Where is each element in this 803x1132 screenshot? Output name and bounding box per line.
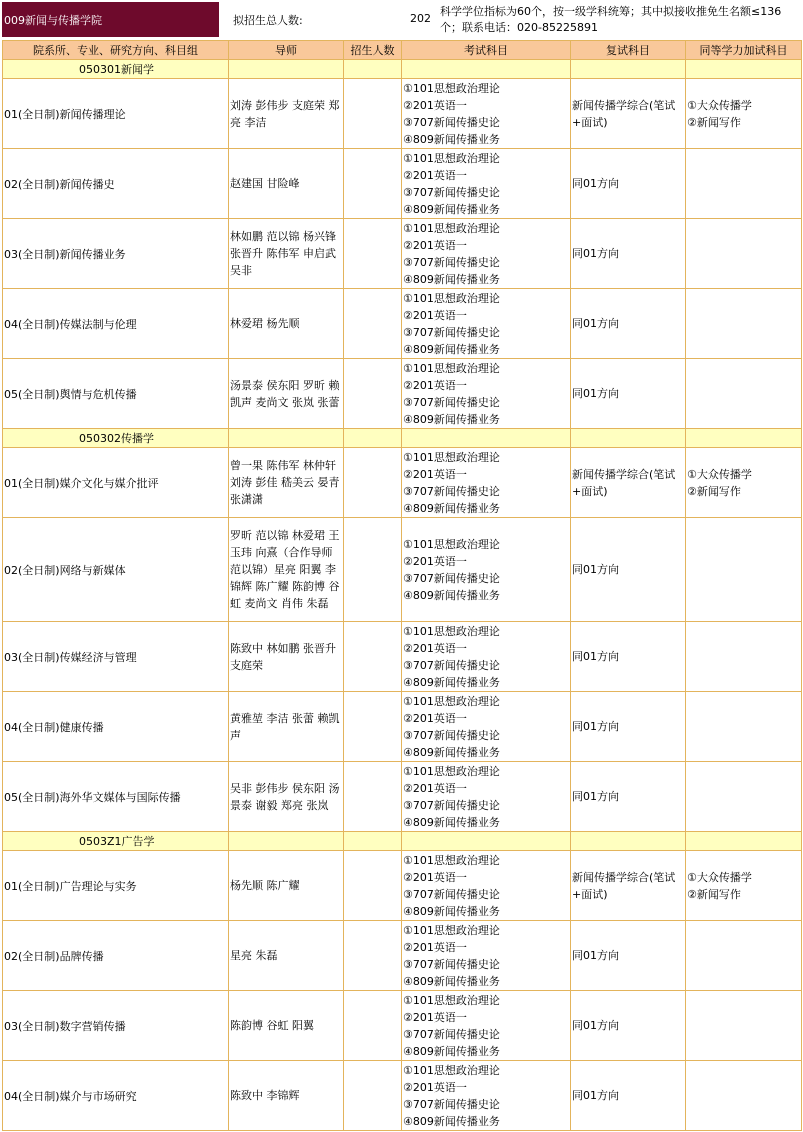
exam-subjects [402, 762, 571, 832]
exam-subject: ②201英语一 [403, 781, 467, 795]
exam-subject: ④809新闻传播业务 [403, 675, 500, 689]
exam-subject: ①101思想政治理论 [403, 853, 500, 867]
exam-subjects [402, 622, 571, 692]
extra-subjects [686, 149, 802, 219]
exam-subject: ①101思想政治理论 [403, 291, 500, 305]
research-direction: 05(全日制)海外华文媒体与国际传播 [3, 762, 229, 832]
major-name: 0503Z1广告学 [3, 832, 229, 851]
retest-subjects: 新闻传播学综合(笔试+面试) [571, 448, 686, 518]
exam-subject: ④809新闻传播业务 [403, 588, 500, 602]
major-blank-cell [229, 60, 344, 79]
major-blank-cell [571, 60, 686, 79]
table-row [3, 692, 802, 762]
exam-subject: ②201英语一 [403, 467, 467, 481]
exam-subject: ③707新闻传播史论 [403, 957, 500, 971]
exam-subject: ①101思想政治理论 [403, 923, 500, 937]
exam-subject: ④809新闻传播业务 [403, 1044, 500, 1058]
exam-subject: ④809新闻传播业务 [403, 501, 500, 515]
retest-subjects: 同01方向 [571, 1061, 686, 1131]
exam-subject: ③707新闻传播史论 [403, 395, 500, 409]
retest-subjects: 同01方向 [571, 991, 686, 1061]
exam-subjects [402, 692, 571, 762]
enrollment-count [344, 692, 402, 762]
major-row [3, 60, 802, 79]
exam-subject: ②201英语一 [403, 308, 467, 322]
retest-subjects: 同01方向 [571, 289, 686, 359]
major-blank-cell [686, 429, 802, 448]
exam-subject: ①101思想政治理论 [403, 361, 500, 375]
retest-subjects: 同01方向 [571, 622, 686, 692]
major-blank-cell [402, 429, 571, 448]
major-blank-cell [686, 832, 802, 851]
supervisors: 杨先顺 陈广耀 [229, 851, 344, 921]
exam-subject: ②201英语一 [403, 238, 467, 252]
exam-subject: ④809新闻传播业务 [403, 132, 500, 146]
header-notes: 科学学位指标为60个，按一级学科统筹；其中拟接收推免生名额≤136个；联系电话：020-85225891 [440, 5, 782, 34]
research-direction: 04(全日制)媒介与市场研究 [3, 1061, 229, 1131]
col-header-supervisor: 导师 [229, 41, 344, 60]
supervisors: 林如鹏 范以锦 杨兴锋 张晋升 陈伟军 申启武 吴非 [229, 219, 344, 289]
extra-subject: ②新闻写作 [687, 115, 741, 129]
retest-subjects: 同01方向 [571, 921, 686, 991]
extra-subjects [686, 622, 802, 692]
enrollment-count [344, 289, 402, 359]
exam-subject: ④809新闻传播业务 [403, 342, 500, 356]
table-row [3, 921, 802, 991]
supervisors: 赵建国 甘险峰 [229, 149, 344, 219]
extra-subjects [686, 289, 802, 359]
extra-subject: ②新闻写作 [687, 887, 741, 901]
exam-subject: ②201英语一 [403, 940, 467, 954]
table-row [3, 991, 802, 1061]
retest-subjects: 同01方向 [571, 359, 686, 429]
exam-subject: ③707新闻传播史论 [403, 1027, 500, 1041]
supervisors: 陈韵博 谷虹 阳翼 [229, 991, 344, 1061]
table-row [3, 448, 802, 518]
enrollment-count [344, 1061, 402, 1131]
exam-subjects [402, 149, 571, 219]
supervisors: 汤景泰 侯东阳 罗昕 赖凯声 麦尚文 张岚 张蕾 [229, 359, 344, 429]
enrollment-count [344, 448, 402, 518]
extra-subjects [686, 448, 802, 518]
exam-subjects [402, 448, 571, 518]
extra-subjects [686, 518, 802, 622]
table-row [3, 622, 802, 692]
extra-subjects [686, 692, 802, 762]
exam-subject: ②201英语一 [403, 641, 467, 655]
research-direction: 03(全日制)传媒经济与管理 [3, 622, 229, 692]
exam-subject: ②201英语一 [403, 554, 467, 568]
major-blank-cell [571, 832, 686, 851]
exam-subject: ③707新闻传播史论 [403, 255, 500, 269]
supervisors: 黄雅堃 李洁 张蕾 赖凯声 [229, 692, 344, 762]
supervisors: 星亮 朱磊 [229, 921, 344, 991]
college-title: 009新闻与传播学院 [2, 2, 219, 37]
supervisors: 罗昕 范以锦 林爱珺 王玉玮 向熹（合作导师范以锦）星亮 阳翼 李锦辉 陈广耀 陈韵博 谷虹 麦尚文 肖伟 朱磊 [229, 518, 344, 622]
extra-subject: ①大众传播学 [687, 870, 752, 884]
enrollment-count [344, 359, 402, 429]
table-row [3, 289, 802, 359]
exam-subjects [402, 219, 571, 289]
extra-subjects [686, 1061, 802, 1131]
enrollment-count [344, 762, 402, 832]
exam-subject: ②201英语一 [403, 1080, 467, 1094]
research-direction: 02(全日制)品牌传播 [3, 921, 229, 991]
exam-subject: ④809新闻传播业务 [403, 904, 500, 918]
exam-subject: ①101思想政治理论 [403, 764, 500, 778]
major-blank-cell [402, 60, 571, 79]
retest-subjects: 同01方向 [571, 692, 686, 762]
supervisors: 吴非 彭伟步 侯东阳 汤景泰 谢毅 郑亮 张岚 [229, 762, 344, 832]
extra-subjects [686, 921, 802, 991]
major-blank-cell [402, 832, 571, 851]
extra-subjects [686, 991, 802, 1061]
exam-subject: ②201英语一 [403, 378, 467, 392]
exam-subject: ③707新闻传播史论 [403, 185, 500, 199]
retest-subjects: 同01方向 [571, 762, 686, 832]
enrollment-count [344, 79, 402, 149]
extra-subjects [686, 359, 802, 429]
table-body [3, 60, 802, 1131]
exam-subjects [402, 518, 571, 622]
retest-subjects: 同01方向 [571, 518, 686, 622]
exam-subject: ③707新闻传播史论 [403, 658, 500, 672]
major-blank-cell [229, 832, 344, 851]
table-row [3, 149, 802, 219]
retest-subjects: 新闻传播学综合(笔试+面试) [571, 851, 686, 921]
exam-subject: ④809新闻传播业务 [403, 412, 500, 426]
exam-subject: ①101思想政治理论 [403, 221, 500, 235]
col-header-exam: 考试科目 [402, 41, 571, 60]
research-direction: 01(全日制)新闻传播理论 [3, 79, 229, 149]
supervisors: 陈致中 李锦辉 [229, 1061, 344, 1131]
retest-subjects: 新闻传播学综合(笔试+面试) [571, 79, 686, 149]
enrollment-count [344, 518, 402, 622]
table-row [3, 518, 802, 622]
table-row [3, 851, 802, 921]
enrollment-count [344, 149, 402, 219]
research-direction: 03(全日制)新闻传播业务 [3, 219, 229, 289]
research-direction: 02(全日制)新闻传播史 [3, 149, 229, 219]
exam-subject: ①101思想政治理论 [403, 1063, 500, 1077]
enrollment-count [344, 219, 402, 289]
table-row [3, 79, 802, 149]
exam-subject: ①101思想政治理论 [403, 81, 500, 95]
exam-subjects [402, 851, 571, 921]
major-row [3, 429, 802, 448]
exam-subject: ③707新闻传播史论 [403, 1097, 500, 1111]
exam-subject: ④809新闻传播业务 [403, 974, 500, 988]
major-blank-cell [344, 429, 402, 448]
exam-subject: ③707新闻传播史论 [403, 728, 500, 742]
research-direction: 04(全日制)健康传播 [3, 692, 229, 762]
exam-subject: ④809新闻传播业务 [403, 202, 500, 216]
col-header-direction: 院系所、专业、研究方向、科目组 [3, 41, 229, 60]
exam-subject: ②201英语一 [403, 870, 467, 884]
quota-label: 拟招生总人数: [233, 14, 303, 27]
extra-subject: ①大众传播学 [687, 98, 752, 112]
exam-subjects [402, 921, 571, 991]
exam-subject: ③707新闻传播史论 [403, 798, 500, 812]
exam-subject: ③707新闻传播史论 [403, 325, 500, 339]
exam-subject: ④809新闻传播业务 [403, 815, 500, 829]
admissions-table [2, 40, 802, 1131]
exam-subject: ④809新闻传播业务 [403, 745, 500, 759]
retest-subjects: 同01方向 [571, 149, 686, 219]
research-direction: 02(全日制)网络与新媒体 [3, 518, 229, 622]
table-row [3, 219, 802, 289]
table-row [3, 762, 802, 832]
major-blank-cell [686, 60, 802, 79]
extra-subjects [686, 851, 802, 921]
supervisors: 刘涛 彭伟步 支庭荣 郑亮 李洁 [229, 79, 344, 149]
supervisors: 陈致中 林如鹏 张晋升 支庭荣 [229, 622, 344, 692]
exam-subject: ③707新闻传播史论 [403, 571, 500, 585]
major-name: 050301新闻学 [3, 60, 229, 79]
exam-subject: ①101思想政治理论 [403, 450, 500, 464]
col-header-retest: 复试科目 [571, 41, 686, 60]
exam-subject: ①101思想政治理论 [403, 624, 500, 638]
retest-subjects: 同01方向 [571, 219, 686, 289]
exam-subject: ③707新闻传播史论 [403, 115, 500, 129]
enrollment-count [344, 991, 402, 1061]
research-direction: 04(全日制)传媒法制与伦理 [3, 289, 229, 359]
research-direction: 05(全日制)舆情与危机传播 [3, 359, 229, 429]
table-row [3, 359, 802, 429]
extra-subjects [686, 762, 802, 832]
exam-subject: ①101思想政治理论 [403, 694, 500, 708]
research-direction: 01(全日制)媒介文化与媒介批评 [3, 448, 229, 518]
major-blank-cell [571, 429, 686, 448]
exam-subject: ④809新闻传播业务 [403, 272, 500, 286]
research-direction: 01(全日制)广告理论与实务 [3, 851, 229, 921]
col-header-count: 招生人数 [344, 41, 402, 60]
col-header-extra: 同等学力加试科目 [686, 41, 802, 60]
exam-subjects [402, 289, 571, 359]
major-row [3, 832, 802, 851]
supervisors: 林爱珺 杨先顺 [229, 289, 344, 359]
exam-subject: ①101思想政治理论 [403, 537, 500, 551]
exam-subjects [402, 79, 571, 149]
quota-value: 202 [410, 12, 431, 25]
extra-subject: ②新闻写作 [687, 484, 741, 498]
exam-subject: ②201英语一 [403, 98, 467, 112]
major-name: 050302传播学 [3, 429, 229, 448]
exam-subjects [402, 1061, 571, 1131]
exam-subject: ④809新闻传播业务 [403, 1114, 500, 1128]
exam-subject: ③707新闻传播史论 [403, 484, 500, 498]
exam-subject: ②201英语一 [403, 711, 467, 725]
exam-subject: ①101思想政治理论 [403, 151, 500, 165]
major-blank-cell [229, 429, 344, 448]
page-header [0, 0, 803, 40]
extra-subject: ①大众传播学 [687, 467, 752, 481]
exam-subject: ②201英语一 [403, 1010, 467, 1024]
exam-subjects [402, 991, 571, 1061]
enrollment-count [344, 921, 402, 991]
enrollment-count [344, 622, 402, 692]
extra-subjects [686, 219, 802, 289]
supervisors: 曾一果 陈伟军 林仲轩 刘涛 彭佳 嵇美云 晏青 张潇潇 [229, 448, 344, 518]
exam-subject: ①101思想政治理论 [403, 993, 500, 1007]
major-blank-cell [344, 832, 402, 851]
research-direction: 03(全日制)数字营销传播 [3, 991, 229, 1061]
exam-subjects [402, 359, 571, 429]
exam-subject: ③707新闻传播史论 [403, 887, 500, 901]
exam-subject: ②201英语一 [403, 168, 467, 182]
table-row [3, 1061, 802, 1131]
enrollment-count [344, 851, 402, 921]
table-header-row [3, 41, 802, 60]
major-blank-cell [344, 60, 402, 79]
extra-subjects [686, 79, 802, 149]
